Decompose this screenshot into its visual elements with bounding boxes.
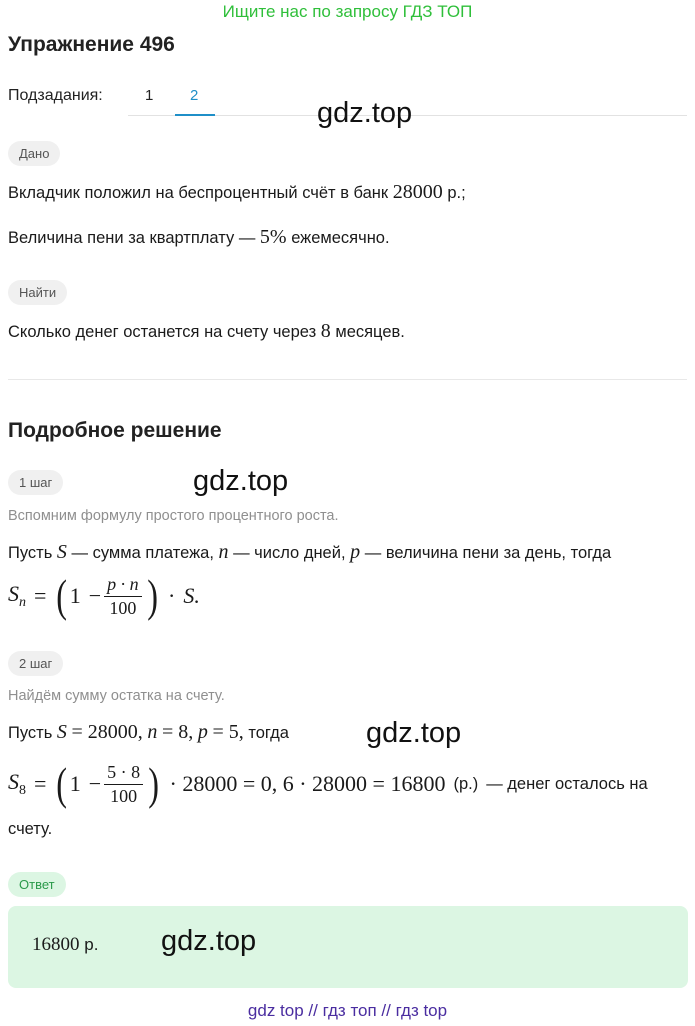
- step-2-tail: — денег осталось на: [486, 774, 648, 793]
- find-line: [8, 320, 405, 343]
- find-text-before: Сколько денег останется на счету через: [8, 323, 317, 341]
- step-1-t1: Пусть: [8, 544, 53, 562]
- formula-calculation: $S_8$ = ( 1 − $\frac{5 \cdot 8}{100}$ ) · 28000 = 0, 6 · 28000 = 16800 (р.) — денег осталось на: [8, 758, 648, 809]
- given-rate-value: 5%: [259, 226, 287, 248]
- answer-badge: Ответ: [8, 872, 66, 897]
- given-line-2: [8, 226, 390, 249]
- formula-simple-interest: $S_n$ = ( 1 − $\frac{p \cdot n}{100}$ ) · S.: [8, 570, 200, 621]
- given-deposit-value: 28000: [392, 181, 443, 203]
- step-2-t1: Пусть: [8, 724, 53, 742]
- footer-links[interactable]: gdz top // гдз топ // гдз top: [247, 1001, 448, 1020]
- watermark: gdz.top: [366, 717, 462, 749]
- step-1-text: [8, 541, 611, 564]
- watermark: gdz.top: [317, 97, 413, 129]
- section-divider: [8, 379, 687, 380]
- subtasks-label: Подзадания:: [8, 87, 103, 104]
- given-line-2-tail: ежемесячно.: [291, 229, 390, 247]
- answer-box: [8, 906, 688, 988]
- given-line-1: [8, 181, 466, 204]
- step-2-badge: 2 шаг: [8, 651, 63, 676]
- step-1-t3: — число дней,: [233, 544, 346, 562]
- step-2-t2: тогда: [248, 724, 289, 742]
- step-2-hint: Найдём сумму остатка на счету.: [8, 688, 225, 704]
- unit-rub: (р.): [453, 774, 479, 793]
- var-p: p: [350, 541, 361, 563]
- step-2-text: Пусть S = 28000, n = 8, p = 5, тогда: [8, 721, 289, 743]
- step-1-t4: — величина пени за день, тогда: [364, 544, 612, 562]
- subtask-tab-1[interactable]: 1: [145, 87, 154, 104]
- step-1-t2: — сумма платежа,: [71, 544, 214, 562]
- answer-value: 16800: [32, 934, 80, 955]
- step-2-tail-2: счету.: [8, 820, 53, 838]
- given-deposit-unit: р.;: [447, 184, 466, 202]
- var-n: n: [218, 541, 229, 563]
- active-tab-indicator: [175, 114, 215, 116]
- watermark: gdz.top: [161, 925, 257, 957]
- given-line-1-text: Вкладчик положил на беспроцентный счёт в банк: [8, 184, 389, 202]
- given-line-2-text: Величина пени за квартплату —: [8, 229, 256, 247]
- search-banner[interactable]: Ищите нас по запросу ГДЗ ТОП: [222, 2, 473, 21]
- var-s: S: [56, 541, 67, 563]
- answer-unit: р.: [84, 935, 99, 954]
- find-text-after: месяцев.: [335, 323, 405, 341]
- answer-text: [32, 934, 98, 956]
- solution-heading: Подробное решение: [8, 419, 222, 442]
- step-1-badge: 1 шаг: [8, 470, 63, 495]
- page-title: Упражнение 496: [8, 33, 175, 56]
- subtask-tab-2[interactable]: 2: [190, 87, 199, 104]
- step-1-hint: Вспомним формулу простого процентного роста.: [8, 508, 339, 524]
- watermark: gdz.top: [193, 465, 289, 497]
- find-months-value: 8: [320, 320, 331, 342]
- given-badge: Дано: [8, 141, 60, 166]
- find-badge: Найти: [8, 280, 67, 305]
